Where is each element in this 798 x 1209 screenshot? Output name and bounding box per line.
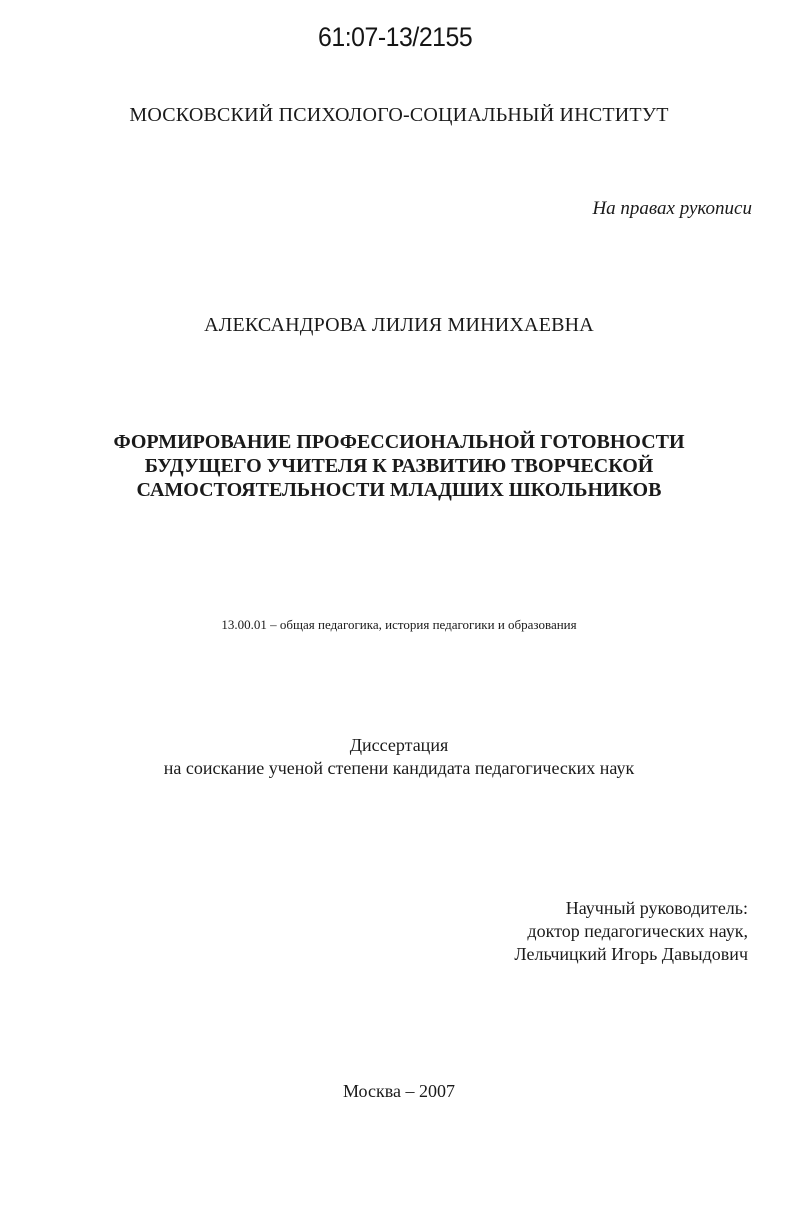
rights-note: На правах рукописи (592, 198, 752, 219)
title-line-3: САМОСТОЯТЕЛЬНОСТИ МЛАДШИХ ШКОЛЬНИКОВ (136, 479, 662, 501)
catalog-number: 61:07-13/2155 (318, 22, 473, 52)
supervisor-name: Лельчицкий Игорь Давыдович (514, 944, 748, 964)
title-line-1: ФОРМИРОВАНИЕ ПРОФЕССИОНАЛЬНОЙ ГОТОВНОСТИ (113, 431, 685, 453)
title-line-2: БУДУЩЕГО УЧИТЕЛЯ К РАЗВИТИЮ ТВОРЧЕСКОЙ (144, 455, 654, 477)
dissertation-title (0, 430, 798, 502)
author-name: АЛЕКСАНДРОВА ЛИЛИЯ МИНИХАЕВНА (204, 314, 594, 336)
city-year: Москва – 2007 (343, 1081, 455, 1101)
dissertation-line-1: Диссертация (349, 735, 449, 755)
supervisor-block (514, 897, 748, 966)
institute-name: МОСКОВСКИЙ ПСИХОЛОГО-СОЦИАЛЬНЫЙ ИНСТИТУТ (129, 104, 669, 126)
supervisor-degree: доктор педагогических наук, (527, 921, 748, 941)
specialty-code: 13.00.01 – общая педагогика, история педагогики и образования (221, 617, 577, 632)
supervisor-label: Научный руководитель: (565, 898, 748, 918)
dissertation-line-2: на соискание ученой степени кандидата педагогических наук (163, 758, 635, 778)
dissertation-type (0, 734, 798, 780)
